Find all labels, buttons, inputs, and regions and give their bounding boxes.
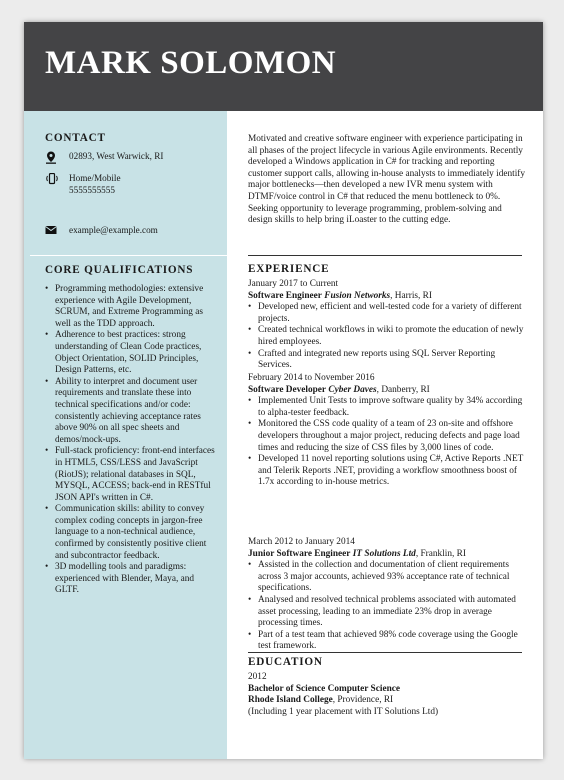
experience-rule xyxy=(248,255,522,256)
education-heading: EDUCATION xyxy=(248,656,323,668)
education-degree: Bachelor of Science Computer Science xyxy=(248,683,400,694)
job-title: Software Engineer xyxy=(248,290,322,301)
envelope-icon xyxy=(45,225,59,237)
job-company: Fusion Networks xyxy=(324,290,391,301)
job-bullets xyxy=(248,560,524,653)
job-title: Junior Software Engineer xyxy=(248,548,351,559)
job-dates: February 2014 to November 2016 xyxy=(248,373,375,383)
job-dates: January 2017 to Current xyxy=(248,279,339,289)
sidebar-divider xyxy=(30,255,227,256)
job-entry xyxy=(248,373,524,489)
job-dates: March 2012 to January 2014 xyxy=(248,537,355,547)
phone-number: 5555555555 xyxy=(69,184,115,195)
qualifications-heading: CORE QUALIFICATIONS xyxy=(45,264,194,276)
candidate-name: MARK SOLOMON xyxy=(45,45,337,81)
education-location: , Providence, RI xyxy=(332,695,394,706)
location-pin-icon xyxy=(45,151,59,163)
job-bullets xyxy=(248,302,524,372)
list-item: • Part of a test team that achieved 98% code coverage using the Google test framework. xyxy=(248,630,524,653)
list-item: • Implemented Unit Tests to improve software quality by 34% according to alpha-tester feedback. xyxy=(248,396,524,419)
education-rule xyxy=(248,652,522,653)
sidebar xyxy=(24,111,227,759)
location-text: 02893, West Warwick, RI xyxy=(69,151,164,161)
job-company: IT Solutions Ltd xyxy=(352,548,416,559)
job-company: Cyber Daves xyxy=(328,384,377,395)
job-location: , Franklin, RI xyxy=(415,548,466,559)
list-item: • Full-stack proficiency: front-end interfaces in HTML5, CSS/LESS and JavaScript (RiotJS); relational databases in SQL, MYSQL, ACCESS; back-end in RESTful JSON API's written in C#. xyxy=(45,446,217,504)
list-item: • Assisted in the collection and documentation of client requirements across 3 major accounts, achieved 93% acceptance rate of technical specifications. xyxy=(248,560,524,595)
list-item: • Ability to interpret and document user requirements and translate these into technical specifications and/or code: consistently achieving acceptance rates above 90% on all spec sheets and demos/mock-ups. xyxy=(45,377,217,447)
list-item: • 3D modelling tools and paradigms: experienced with Blender, Maya, and GLTF. xyxy=(45,562,217,597)
job-title-line xyxy=(248,549,524,561)
job-entry xyxy=(248,279,524,372)
education-note: (Including 1 year placement with IT Solutions Ltd) xyxy=(248,706,439,717)
qualifications-list xyxy=(45,284,217,597)
education-entry xyxy=(248,672,524,718)
phone-icon xyxy=(45,173,59,185)
experience-heading: EXPERIENCE xyxy=(248,263,330,275)
list-item: • Adherence to best practices: strong understanding of Clean Code practices, Object Orientation, SOLID Principles, Design Patterns, etc. xyxy=(45,330,217,376)
education-school-line xyxy=(248,695,524,707)
job-title-line xyxy=(248,385,524,397)
education-school: Rhode Island College xyxy=(248,695,333,706)
job-location: , Danberry, RI xyxy=(376,384,430,395)
job-location: , Harris, RI xyxy=(390,290,432,301)
job-title-line xyxy=(248,291,524,303)
list-item: • Developed 11 novel reporting solutions using C#, Active Reports .NET and Telerik Reports .NET, providing a workflow smoothness boost of 1.7x according to in-house metrics. xyxy=(248,454,524,489)
list-item: • Created technical workflows in wiki to promote the education of newly hired employees. xyxy=(248,325,524,348)
job-title: Software Developer xyxy=(248,384,327,395)
list-item: • Analysed and resolved technical problems associated with automated asset processing, leading to an immediate 23% drop in average processing times. xyxy=(248,595,524,630)
list-item: • Crafted and integrated new reports using SQL Server Reporting Services. xyxy=(248,349,524,372)
list-item: • Developed new, efficient and well-tested code for a variety of different projects. xyxy=(248,302,524,325)
summary-paragraph: Motivated and creative software engineer with experience participating in all phases of the project lifecycle in various Agile environments. Recently developed a Windows application in C# for tracking and reporting customer support calls, allowing in-house analysts to immediately identify major bottlenecks—then developed a new IVR menu system with DTMF/voice control in C# that reduced the menu bottleneck to 0%. Seeking opportunity to leverage programming, problem-solving and design skills to help bring iLoaster to the cutting edge. xyxy=(248,134,526,226)
email-text: example@example.com xyxy=(69,225,158,235)
education-year: 2012 xyxy=(248,672,267,682)
job-bullets xyxy=(248,396,524,489)
list-item: • Programming methodologies: extensive experience with Agile Development, SCRUM, and Extreme Programming as well as the TDD approach. xyxy=(45,284,217,330)
list-item: • Monitored the CSS code quality of a team of 23 on-site and offshore developers throughout a major project, reducing defects and page load times and reducing the size of CSS files by 3,000 lines of code. xyxy=(248,419,524,454)
list-item: • Communication skills: ability to convey complex coding concepts in jargon-free language to a non-technical audience, confirmed by consistently positive client and subcontractor feedback. xyxy=(45,504,217,562)
contact-heading: CONTACT xyxy=(45,132,106,144)
phone-label: Home/Mobile xyxy=(69,173,121,183)
header-bar xyxy=(24,22,543,111)
resume-page xyxy=(24,22,543,759)
job-entry xyxy=(248,537,524,653)
